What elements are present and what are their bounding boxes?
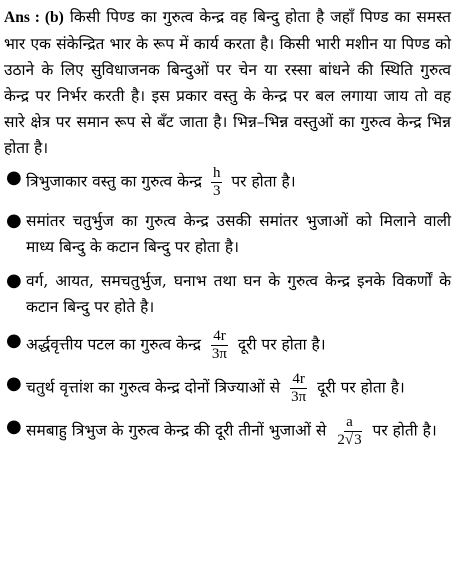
fraction-numerator: a <box>346 414 353 430</box>
intro-text: किसी पिण्ड का गुरुत्व केन्द्र वह बिन्दु होता है जहाँ पिण्ड का समस्त भार एक संकेन्द्रित भार के रूप में कार्य करता है। किसी भारी मशीन या पिण्ड को उठाने के लिए सुविधाजनक बिन्दुओं पर चेन या रस्सा बांधने की स्थिति गुरुत्व केन्द्र पर निर्भर करती है। इस प्रकार वस्तु के केन्द्र पर बल लगाया जाय तो वह सारे क्षेत्र पर समान रूप से बँट जाता है। भिन्न–भिन्न वस्तुओं का गुरुत्व केन्द्र भिन्न होता है। <box>4 8 452 157</box>
list-item-quadrant <box>4 371 451 406</box>
bullet-icon: ● <box>6 416 22 437</box>
fraction-denominator: 3 <box>212 183 221 199</box>
point-text: समांतर चतुर्भुज का गुरुत्व केन्द्र उसकी समांतर भुजाओं को मिलाने वाली माध्य बिन्दु के कटान बिन्दु पर होता है। <box>26 212 451 256</box>
point-pre: चतुर्थ वृत्तांश का गुरुत्व केन्द्र दोनों त्रिज्याओं से <box>26 378 281 397</box>
fraction <box>210 328 229 363</box>
bullet-icon: ● <box>6 210 22 231</box>
fraction <box>335 414 363 449</box>
centroid-list <box>4 165 451 449</box>
list-item-semicircle <box>4 328 451 363</box>
fraction-numerator: 4r <box>213 328 226 344</box>
point-pre: त्रिभुजाकार वस्तु का गुरुत्व केन्द्र <box>26 172 202 191</box>
sqrt-radicand: 3 <box>354 432 362 448</box>
point-post: पर होती है। <box>372 421 437 440</box>
point-post: दूरी पर होता है। <box>317 378 405 397</box>
list-item-equilateral-triangle <box>4 414 451 449</box>
answer-intro <box>4 4 451 161</box>
point-post: दूरी पर होता है। <box>237 335 326 354</box>
point-pre: समबाहु त्रिभुज के गुरुत्व केन्द्र की दूरी तीनों भुजाओं से <box>26 421 327 440</box>
fraction-numerator: h <box>212 165 221 181</box>
denominator-prefix: 2√ <box>337 432 354 448</box>
bullet-icon: ● <box>6 167 22 188</box>
fraction <box>289 371 308 406</box>
list-item-square-rectangle <box>4 268 451 320</box>
bullet-icon: ● <box>6 373 22 394</box>
fraction-numerator: 4r <box>292 371 305 387</box>
list-item-parallelogram <box>4 208 451 260</box>
bullet-icon: ● <box>6 330 22 351</box>
answer-label: Ans : (b) <box>4 9 64 26</box>
fraction-denominator: 3π <box>211 346 227 362</box>
point-text: वर्ग, आयत, समचतुर्भुज, घनाभ तथा घन के गुरुत्व केन्द्र इनके विकर्णों के कटान बिन्दु पर होते है। <box>26 272 451 316</box>
bullet-icon: ● <box>6 270 22 291</box>
point-post: पर होता है। <box>231 172 296 191</box>
point-pre: अर्द्धवृत्तीय पटल का गुरुत्व केन्द्र <box>26 335 201 354</box>
fraction-denominator: 3π <box>291 389 307 405</box>
fraction-denominator <box>335 432 363 449</box>
list-item-triangle <box>4 165 451 200</box>
fraction <box>211 165 223 200</box>
